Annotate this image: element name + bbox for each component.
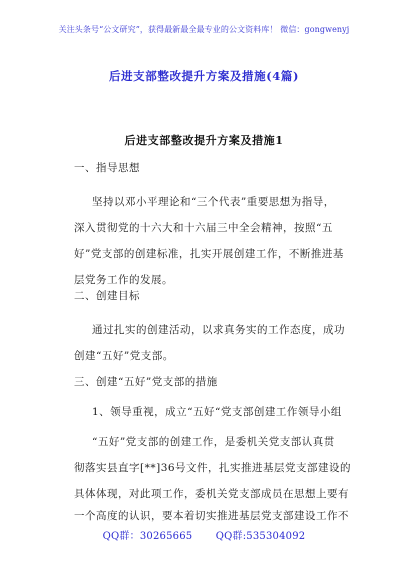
paragraph-line: “五好”党支部的创建工作，是委机关党支部认真贯 (92, 436, 335, 448)
paragraph-line: 深入贯彻党的十六大和十六届三中全会精神，按照“五 (74, 222, 333, 234)
paragraph-line: 好”党支部的创建标准，扎实开展创建工作，不断推进基 (74, 248, 344, 260)
heading-measures: 三、创建“五好”党支部的措施 (74, 376, 218, 388)
paragraph-line: 创建“五好”党支部。 (74, 350, 174, 362)
footer-contact (0, 530, 408, 544)
paragraph-line: 1、领导重视，成立“五好“党支部创建工作领导小组 (92, 406, 342, 418)
paragraph-line: 一个高度的认识，要本着切实推进基层党支部建设工作不 (74, 510, 349, 522)
paragraph-line: 坚持以邓小平理论和“三个代表”重要思想为指导， (92, 196, 335, 208)
section-title: 后进支部整改提升方案及措施1 (124, 134, 284, 147)
heading-creation-goal: 二、创建目标 (74, 290, 140, 302)
header-banner: 关注头条号“公文研究”，获得最新最全最专业的公文资料库！ 微信：gongwenyj (58, 25, 350, 34)
paragraph-line: 通过扎实的创建活动，以求真务实的工作态度，成功 (92, 324, 345, 336)
paragraph-line: 彻落实县直字[**]36号文件，扎实推进基层党支部建设的 (74, 462, 352, 474)
paragraph-line: 具体体现，对此项工作，委机关党支部成员在思想上要有 (74, 488, 349, 500)
paragraph-line: 层党务工作的发展。 (74, 274, 173, 286)
footer-qq-group-2: QQ群:535304092 (215, 531, 306, 542)
footer-qq-group-1: QQ群：30265665 (102, 531, 193, 542)
document-title: 后进支部整改提升方案及措施(4篇) (108, 69, 300, 83)
heading-guiding-ideology: 一、指导思想 (74, 162, 140, 174)
